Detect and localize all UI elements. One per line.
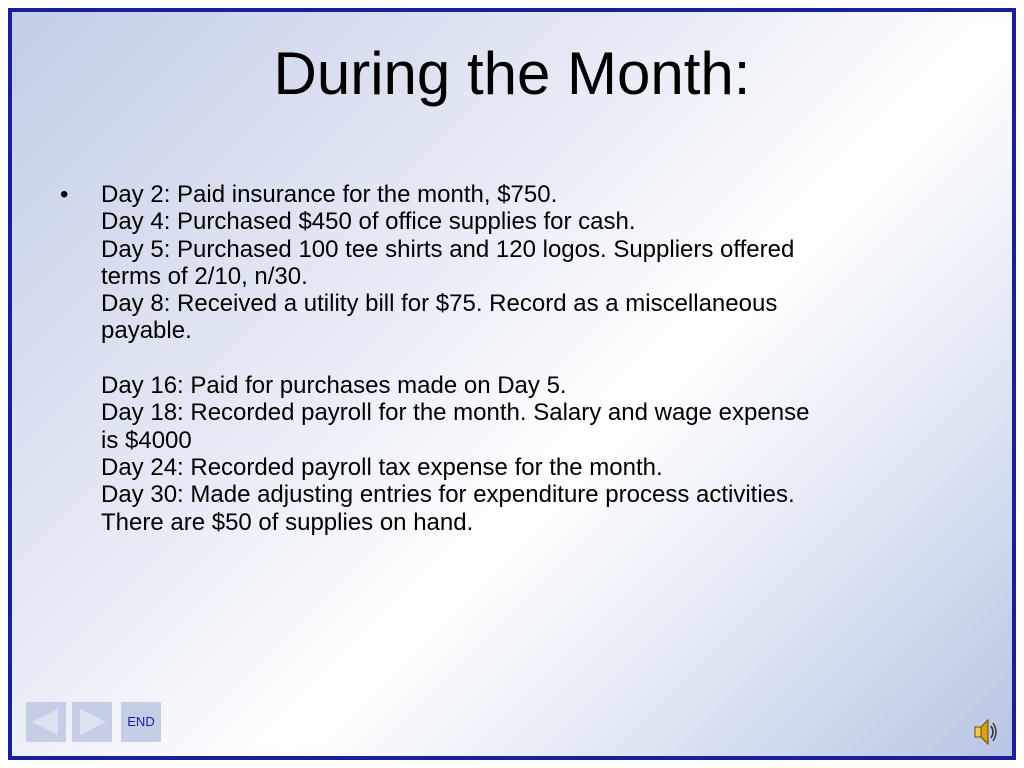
body-line: is $4000 [101, 426, 192, 454]
body-line: Day 18: Recorded payroll for the month. Salary and wage expense [101, 399, 810, 427]
arrow-left-icon [32, 709, 58, 735]
body-line: Day 30: Made adjusting entries for expenditure process activities. [101, 481, 795, 509]
body-line: Day 5: Purchased 100 tee shirts and 120 logos. Suppliers offered [101, 235, 795, 263]
previous-slide-button[interactable] [26, 702, 66, 742]
body-line: payable. [101, 317, 192, 345]
body-line-blank [101, 345, 961, 372]
body-line: Day 8: Received a utility bill for $75. Record as a miscellaneous [101, 290, 778, 318]
body-line: terms of 2/10, n/30. [101, 262, 308, 290]
bullet-marker: • [60, 181, 69, 208]
body-line: Day 2: Paid insurance for the month, $750. [101, 181, 558, 208]
slide-title: During the Month: [273, 40, 751, 107]
arrow-right-icon [80, 709, 106, 735]
body-line: Day 24: Recorded payroll tax expense for the month. [101, 453, 663, 481]
body-line: There are $50 of supplies on hand. [101, 508, 474, 536]
body-line: Day 16: Paid for purchases made on Day 5. [101, 372, 567, 400]
bullet-body [101, 181, 961, 536]
speaker-icon[interactable] [972, 714, 998, 750]
body-line: Day 4: Purchased $450 of office supplies for cash. [101, 208, 636, 236]
next-slide-button[interactable] [72, 702, 112, 742]
end-show-button[interactable]: END [121, 702, 161, 742]
